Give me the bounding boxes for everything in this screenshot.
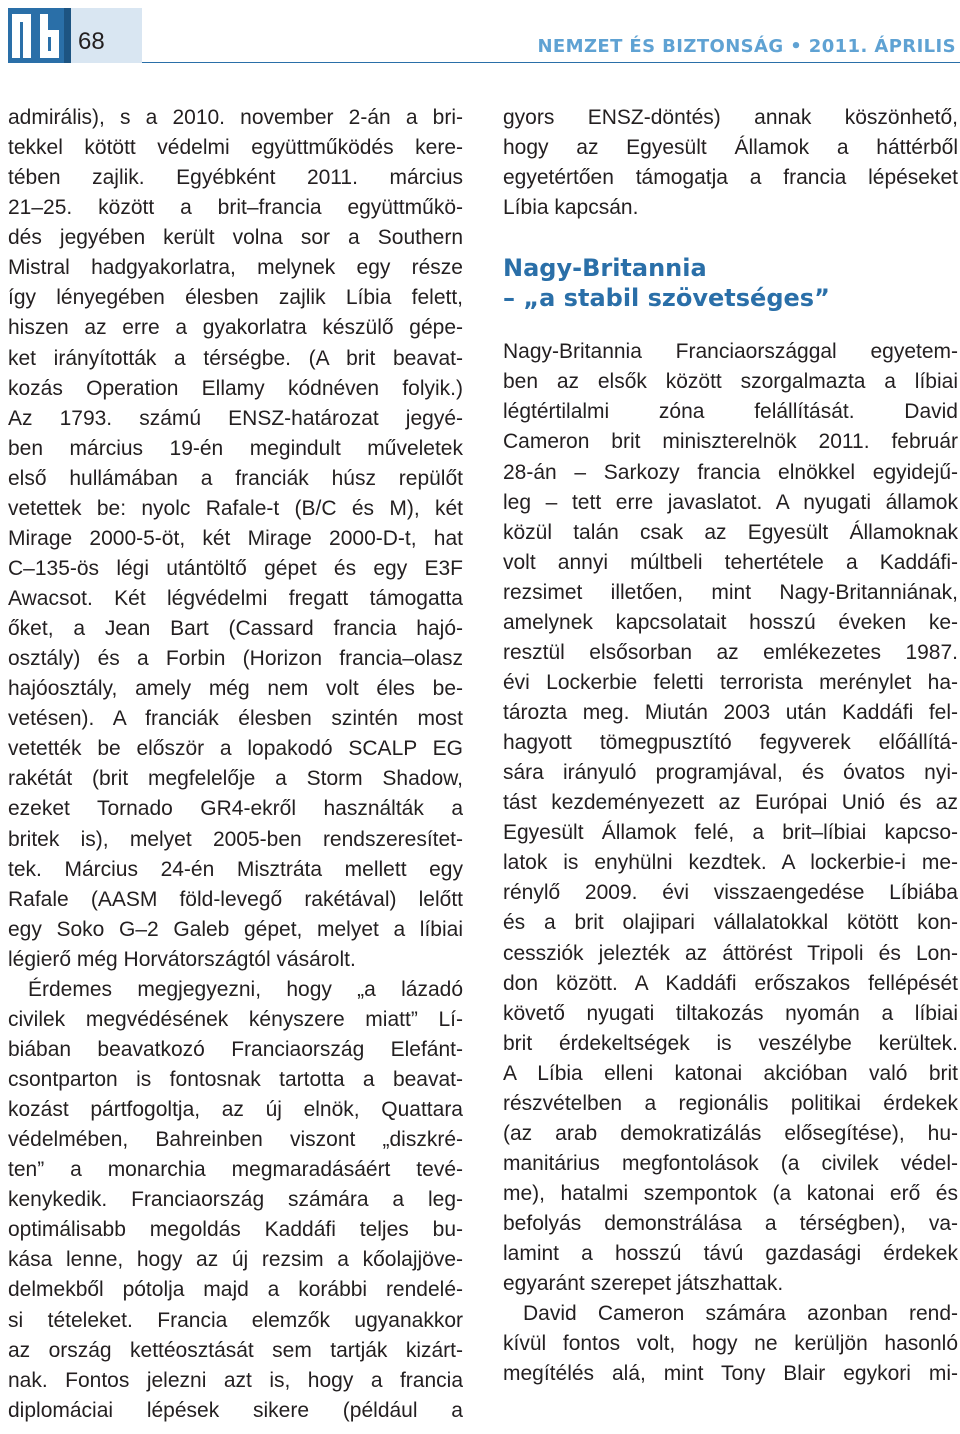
text-line: tározta meg. Miután 2003 után Kaddáfi fel- (503, 701, 958, 724)
logo-mark-icon (8, 8, 71, 63)
text-line: Nagy-Britannia Franciaországgal egyetem- (503, 340, 958, 364)
text-line: évi Lockerbie feletti terrorista merénylet ha- (503, 670, 958, 694)
text-line: és a brit olajipari vállalatokkal kötött kon- (503, 911, 958, 935)
text-line: civilek megvédésének kényszere miatt” Lí- (8, 1007, 463, 1031)
text-line: rénylő 2009. évi visszaengedése Líbiába (503, 881, 958, 905)
text-line: hagyott tömegpusztító fegyverek előállítá- (503, 731, 958, 755)
text-line: ben az elsők között szorgalmazta a líbiai (503, 370, 958, 394)
text-line: David Cameron számára azonban rend- (523, 1302, 958, 1326)
text-line: kozást pártfogoltja, az új elnök, Quattara (8, 1098, 463, 1122)
text-line: egyaránt szerepet játszhattak. (503, 1272, 784, 1296)
page-number: 68 (78, 28, 105, 55)
text-line: latok is enyhülni kezdtek. A lockerbie-i me- (503, 851, 958, 875)
text-line: diplomáciai lépések sikere (például a (8, 1398, 463, 1422)
text-line: hiszen az erre a gyakorlatra készülő gépe- (8, 316, 463, 340)
text-line: Cameron brit miniszterelnök 2011. február (503, 430, 958, 454)
text-line: védelmében, Bahreinben viszont „diszkré- (8, 1128, 463, 1152)
text-line: 28-án – Sarkozy francia elnökkel egyidejű- (503, 460, 958, 484)
text-line: így lényegében élesben zajlik Líbia felett, (8, 286, 463, 310)
text-line: leg – tett erre javaslatot. A nyugati államok (503, 490, 958, 514)
spacer (503, 223, 958, 253)
text-line: ket irányították a térségbe. (A brit beavat- (8, 346, 463, 370)
text-line: kívül fontos volt, hogy ne kerüljön hasonló (503, 1332, 958, 1356)
text-line: légierő még Horvátországtól vásárolt. (8, 947, 356, 971)
text-line: Awacsot. Két légvédelmi fregatt támogatta (8, 587, 463, 610)
text-line: közül talán csak az Egyesült Államoknak (503, 520, 958, 544)
text-line: biában beavatkozó Franciaország Elefánt- (8, 1037, 463, 1061)
magazine-logo (8, 8, 71, 63)
text-line: delmekből pótolja majd a korábbi rendelé- (8, 1278, 463, 1302)
text-line: tást kezdeményezett az Európai Unió és az (503, 791, 958, 815)
text-line: vetettek be: nyolc Rafale-t (B/C és M), két (8, 496, 463, 520)
text-line: Mirage 2000-5-öt, két Mirage 2000-D-t, hat (8, 526, 463, 550)
text-line: 21–25. között a brit–francia együttműkö- (8, 196, 463, 220)
text-line: részvételben a regionális politikai érdekek (503, 1091, 958, 1115)
text-line: tekkel kötött védelmi együttműködés kere- (8, 136, 463, 160)
text-line: tek. Március 24-én Misztráta mellett egy (8, 857, 463, 881)
right-column (503, 103, 958, 1389)
text-line: befolyás demonstrálása a térségben), va- (503, 1212, 958, 1236)
text-line: Érdemes megjegyezni, hogy „a lázadó (28, 977, 463, 1001)
text-line: A Líbia elleni katonai akcióban való brit (503, 1061, 958, 1085)
text-line: vetették be először a lopakodó SCALP EG (8, 737, 463, 761)
text-line: osztály) és a Forbin (Horizon francia–olasz (8, 647, 463, 671)
text-line: Mistral hadgyakorlatra, melynek egy része (8, 256, 463, 280)
text-line: don között. A Kaddáfi erőszakos fellépését (503, 971, 958, 995)
text-line: egyetértően támogatja a francia lépéseket (503, 166, 958, 190)
text-line: manitárius megfontolások (a civilek védel- (503, 1151, 958, 1175)
text-line: optimálisabb megoldás Kaddáfi teljes bu- (8, 1218, 463, 1242)
text-line: tében zajlik. Egyébként 2011. március (8, 166, 463, 190)
text-line: lamint a hosszú távú gazdasági érdekek (503, 1242, 958, 1266)
running-head: NEMZET ÉS BIZTONSÁG • 2011. ÁPRILIS (537, 36, 956, 57)
text-line: őket, a Jean Bart (Cassard francia hajó- (8, 617, 463, 641)
text-line: megítélés alá, mint Tony Blair egykori mi- (503, 1362, 958, 1386)
text-line: brit érdekeltségek is veszélybe kerültek. (503, 1031, 958, 1055)
text-line: nak. Fontos jelezni azt is, hogy a francia (8, 1368, 463, 1392)
section-subheading: – „a stabil szövetséges” (503, 284, 830, 313)
text-line: sára irányuló programjával, és óvatos nyi- (503, 761, 958, 785)
text-line: amelynek kapcsolatait hosszú éveken ke- (503, 610, 958, 634)
text-line: vetésen). A franciák élesben szintén most (8, 707, 463, 731)
text-line: egy Soko G–2 Galeb gépet, melyet a líbiai (8, 917, 463, 941)
text-line: resztül elsősorban az emlékezetes 1987. (503, 640, 958, 664)
text-line: rezsimet illetően, mint Nagy-Britanniának, (503, 580, 958, 604)
text-line: első hullámában a franciák húsz repülőt (8, 466, 463, 490)
text-line: ezeket Tornado GR4-ekről használták a (8, 797, 463, 821)
text-line: ten” a monarchia megmaradásáért tevé- (8, 1158, 463, 1182)
text-line: az ország kettéosztását sem tartják kizárt- (8, 1338, 463, 1362)
text-line: volt annyi múltbeli tehertétele a Kaddáfi- (503, 550, 958, 574)
spacer (503, 313, 958, 337)
text-line: rakétát (brit megfelelője a Storm Shadow, (8, 767, 463, 791)
text-line: gyors ENSZ-döntés) annak köszönhető, (503, 106, 958, 129)
text-line: Rafale (AASM föld-levegő rakétával) lelőtt (8, 887, 463, 911)
left-column (8, 103, 463, 1426)
text-line: ben március 19-én megindult műveletek (8, 436, 463, 460)
text-line: kása lenne, hogy az új rezsim a kőolajjöve- (8, 1248, 463, 1272)
section-heading: Nagy-Britannia (503, 254, 707, 283)
text-line: kenykedik. Franciaország számára a leg- (8, 1188, 463, 1212)
text-line: Egyesült Államok felé, a brit–líbiai kapcso- (503, 821, 958, 845)
text-line: csontparton is fontosnak tartotta a beavat- (8, 1068, 463, 1091)
header-rule (142, 62, 960, 63)
text-line: légtértilalmi zóna felállítását. David (503, 400, 958, 424)
text-line: me), hatalmi szempontok (a katonai erő és (503, 1182, 958, 1205)
text-line: dés jegyében került volna sor a Southern (8, 226, 463, 250)
text-line: britek is), melyet 2005-ben rendszeresítet- (8, 827, 463, 851)
text-line: hajóosztály, amely még nem volt éles be- (8, 677, 463, 701)
text-line: követő nyugati tiltakozás nyomán a líbiai (503, 1001, 958, 1025)
text-line: Az 1793. számú ENSZ-határozat jegyé- (8, 406, 463, 430)
page-header (0, 0, 960, 68)
text-line: kozás Operation Ellamy kódnéven folyik.) (8, 376, 463, 400)
text-line: admirális), s a 2010. november 2-án a bri- (8, 106, 463, 129)
text-line: C–135-ös légi utántöltő gépet és egy E3F (8, 556, 463, 580)
text-line: Líbia kapcsán. (503, 196, 639, 220)
text-line: hogy az Egyesült Államok a háttérből (503, 136, 958, 160)
text-line: cessziók jelezték az áttörést Tripoli és Lon- (503, 941, 958, 965)
text-line: si tételeket. Francia elemzők ugyanakkor (8, 1308, 463, 1332)
text-line: (az arab demokratizálás elősegítése), hu- (503, 1121, 958, 1145)
